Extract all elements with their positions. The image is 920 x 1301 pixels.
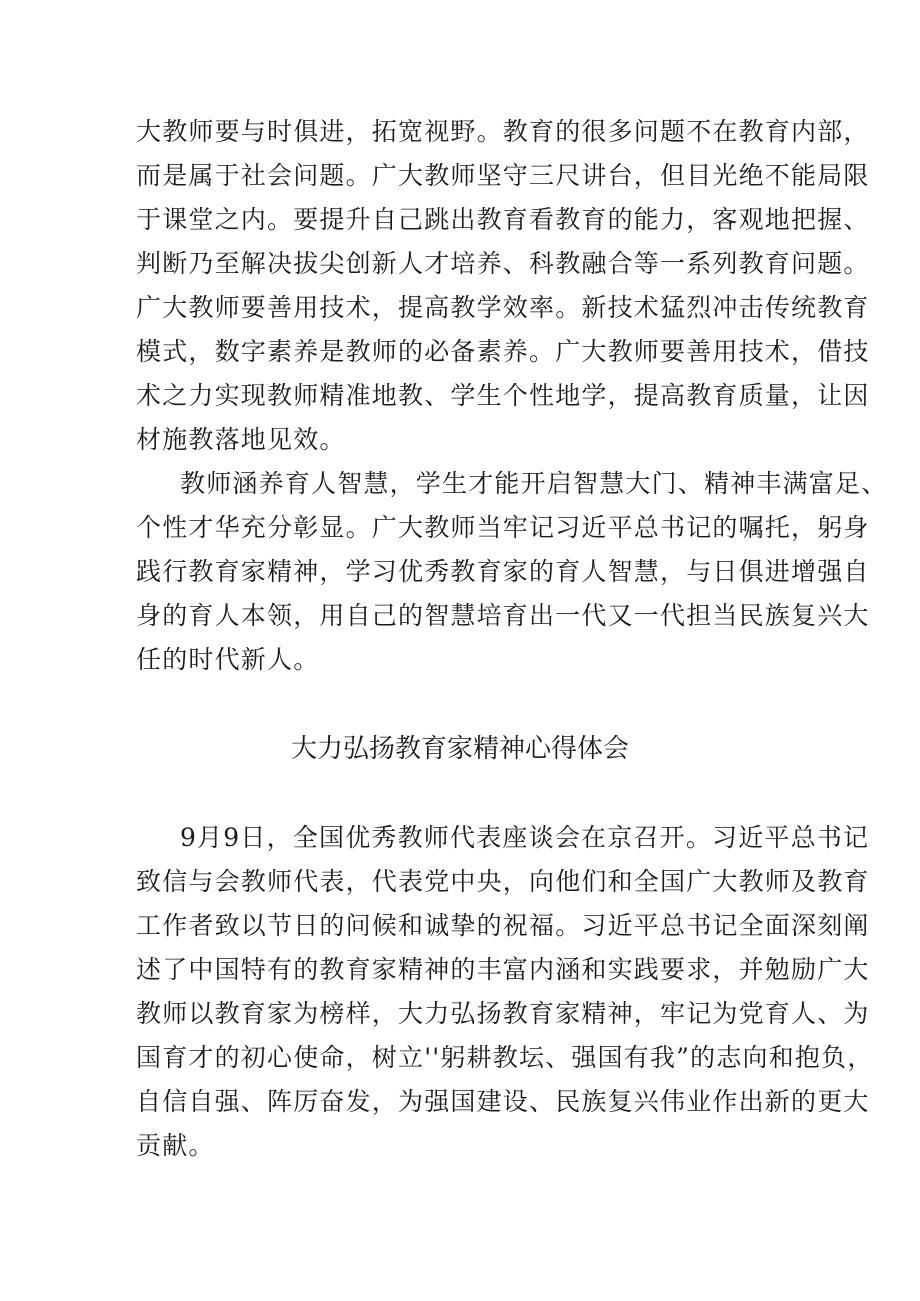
- paragraph-line: 致信与会教师代表，代表党中央，向他们和全国广大教师及教育: [136, 867, 870, 896]
- paragraph-line: 践行教育家精神，学习优秀教育家的育人智慧，与日俱进增强自: [136, 557, 870, 586]
- paragraph-line: 身的育人本领，用自己的智慧培育出一代又一代担当民族复兴大: [136, 601, 870, 630]
- paragraph-line: 国育才的初心使命，树立''躬耕教坛、强国有我”的志向和抱负，: [136, 1043, 874, 1072]
- paragraph-line: 而是属于社会问题。广大教师坚守三尺讲台，但目光绝不能局限: [136, 161, 870, 190]
- paragraph-line: 个性才华充分彰显。广大教师当牢记习近平总书记的嘱托，躬身: [136, 513, 870, 542]
- paragraph-line: 工作者致以节日的问候和诚挚的祝福。习近平总书记全面深刻阐: [136, 911, 870, 940]
- paragraph-line: 任的时代新人。: [136, 645, 320, 674]
- paragraph-line: 广大教师要善用技术，提高教学效率。新技术猛烈冲击传统教育: [136, 293, 870, 322]
- paragraph-line: 自信自强、阵厉奋发，为强国建设、民族复兴伟业作出新的更大: [136, 1087, 870, 1116]
- paragraph-line: 模式，数字素养是教师的必备素养。广大教师要善用技术，借技: [136, 337, 870, 366]
- section-heading: 大力弘扬教育家精神心得体会: [290, 734, 629, 764]
- paragraph-line: 教师以教育家为榜样，大力弘扬教育家精神，牢记为党育人、为: [136, 999, 870, 1028]
- paragraph-line: 贡献。: [136, 1131, 215, 1160]
- paragraph-line: 材施教落地见效。: [136, 425, 346, 454]
- paragraph-line: 大教师要与时俱进，拓宽视野。教育的很多问题不在教育内部，: [136, 117, 870, 146]
- paragraph-line: 述了中国特有的教育家精神的丰富内涵和实践要求，并勉励广大: [136, 955, 870, 984]
- paragraph-line: 术之力实现教师精准地教、学生个性地学，提高教育质量，让因: [136, 381, 870, 410]
- paragraph-line: 9月9日，全国优秀教师代表座谈会在京召开。习近平总书记: [180, 823, 870, 852]
- paragraph-line: 于课堂之内。要提升自己跳出教育看教育的能力，客观地把握、: [136, 205, 870, 234]
- paragraph-line: 教师涵养育人智慧，学生才能开启智慧大门、精神丰满富足、: [180, 469, 888, 498]
- paragraph-line: 判断乃至解决拔尖创新人才培养、科教融合等一系列教育问题。: [136, 249, 870, 278]
